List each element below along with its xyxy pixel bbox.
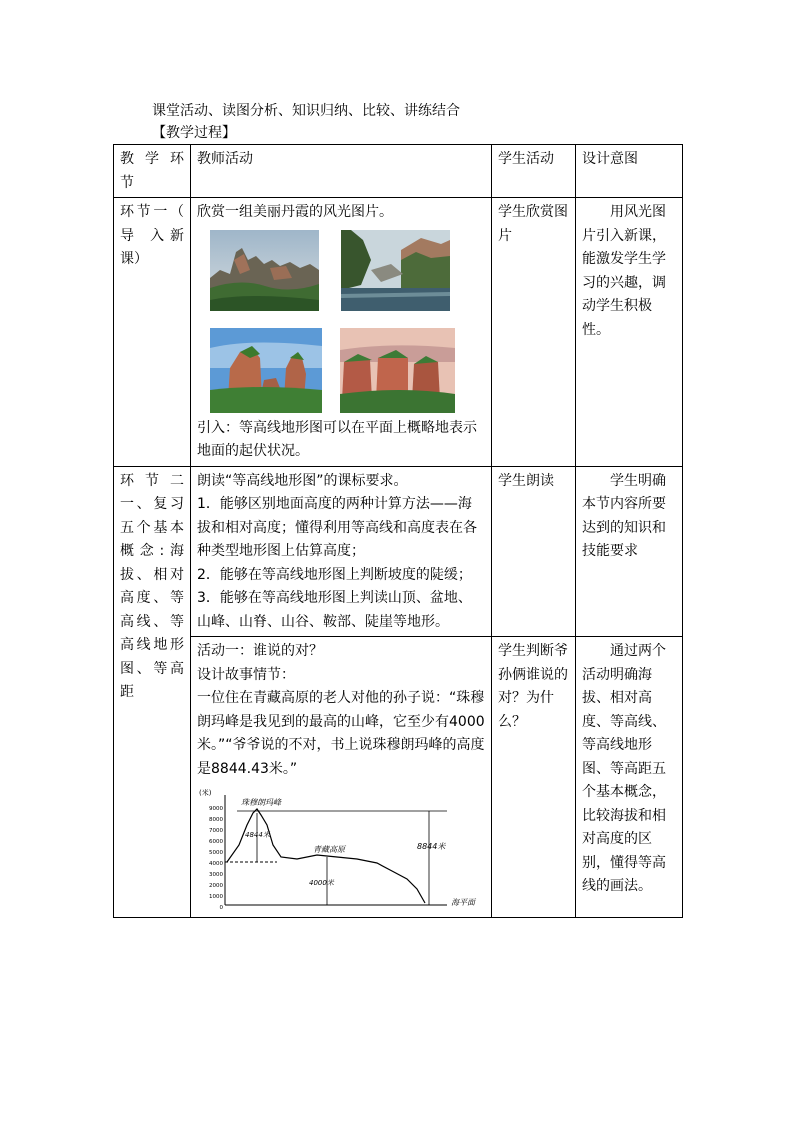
- table-row: [114, 466, 683, 637]
- teacher-text: 朗读“等高线地形图”的课标要求。: [197, 472, 408, 489]
- teacher-text: 设计故事情节：: [197, 666, 295, 683]
- peak-label: 珠穆朗玛峰: [241, 798, 281, 807]
- sea-level-label: 海平面: [451, 898, 475, 907]
- danxia-photo-2: [341, 230, 450, 311]
- header-intent: 设计意图: [576, 145, 683, 198]
- danxia-photo-4: [340, 328, 455, 413]
- y-tick: 4000: [209, 861, 223, 867]
- student-cell: [492, 198, 576, 467]
- student-text: 学生判断爷孙俩谁说的对？为什么？: [498, 643, 568, 730]
- header-stage: 教 学 环节: [114, 145, 191, 198]
- y-tick: 7000: [209, 828, 223, 834]
- danxia-photo-3: [210, 328, 322, 413]
- student-text: 学生欣赏图片: [498, 204, 568, 244]
- plateau-label: 青藏高原: [313, 845, 345, 854]
- header-row: [114, 145, 683, 198]
- table-row: [114, 198, 683, 467]
- everest-height-label: 8844米: [417, 842, 446, 851]
- y-unit-label: (米): [199, 789, 212, 797]
- intent-text: 学生明确本节内容所要达到的知识和技能要求: [582, 472, 666, 559]
- header-student: 学生活动: [492, 145, 576, 198]
- teacher-text: 一位住在青藏高原的老人对他的孙子说：“珠穆朗玛峰是我见到的最高的山峰，它至少有4000米。”“爷爷说的不对，书上说珠穆朗玛峰的高度是8844.43米。”: [197, 690, 485, 777]
- intent-cell: [576, 466, 683, 637]
- teaching-methods: 课堂活动、读图分析、知识归纳、比较、讲练结合: [152, 103, 460, 119]
- danxia-photo-1: [210, 230, 319, 311]
- teacher-cell: [191, 637, 492, 918]
- teacher-text: 活动一：谁说的对？: [197, 643, 323, 659]
- y-tick: 8000: [209, 817, 223, 823]
- stage-cell: [114, 198, 191, 467]
- stage-label: 环节二 一、复习五个基本概念:海拔、相对高度、等高线、等高线地形图、等高距: [120, 472, 184, 700]
- stage-cell: [114, 466, 191, 918]
- y-tick: 9000: [209, 806, 223, 812]
- height-diagram: [197, 785, 485, 915]
- y-tick: 0: [219, 905, 223, 911]
- y-tick: 1000: [209, 894, 223, 900]
- intent-text: 用风光图片引入新课，能激发学生学习的兴趣，调动学生积极性。: [582, 204, 666, 338]
- y-tick: 3000: [209, 872, 223, 878]
- y-tick: 5000: [209, 850, 223, 856]
- y-tick: 6000: [209, 839, 223, 845]
- student-text: 学生朗读: [498, 472, 554, 489]
- teacher-cell: [191, 198, 492, 467]
- table-row: [114, 637, 683, 918]
- student-cell: [492, 466, 576, 637]
- teacher-text: 1．能够区别地面高度的两种计算方法——海拔和相对高度；懂得利用等高线和高度表在各种类型地形图上估算高度；: [197, 496, 477, 559]
- lesson-table: [113, 144, 683, 918]
- plateau-height-label: 4000米: [309, 879, 334, 887]
- relative-height-label: 4844米: [245, 831, 270, 839]
- teacher-text: 3．能够在等高线地形图上判读山顶、盆地、山峰、山脊、山谷、鞍部、陡崖等地形。: [197, 590, 472, 630]
- intent-text: 通过两个活动明确海拔、相对高度、等高线、等高线地形图、等高距五个基本概念，比较海拔和相对高度的区别，懂得等高线的画法。: [582, 643, 666, 894]
- photo-grid: [197, 225, 485, 417]
- intent-cell: [576, 198, 683, 467]
- teacher-text: 欣赏一组美丽丹霞的风光图片。: [197, 204, 393, 220]
- teacher-text: 引入：等高线地形图可以在平面上概略地表示地面的起伏状况。: [197, 419, 477, 459]
- student-cell: [492, 637, 576, 918]
- header-teacher: 教师活动: [191, 145, 492, 198]
- stage-label: 环节一（ 导 入新课）: [120, 204, 184, 267]
- teacher-cell: [191, 466, 492, 637]
- y-tick: 2000: [209, 883, 223, 889]
- intent-cell: [576, 637, 683, 918]
- teacher-text: 2．能够在等高线地形图上判断坡度的陡缓；: [197, 566, 472, 583]
- process-heading: 【教学过程】: [152, 125, 236, 141]
